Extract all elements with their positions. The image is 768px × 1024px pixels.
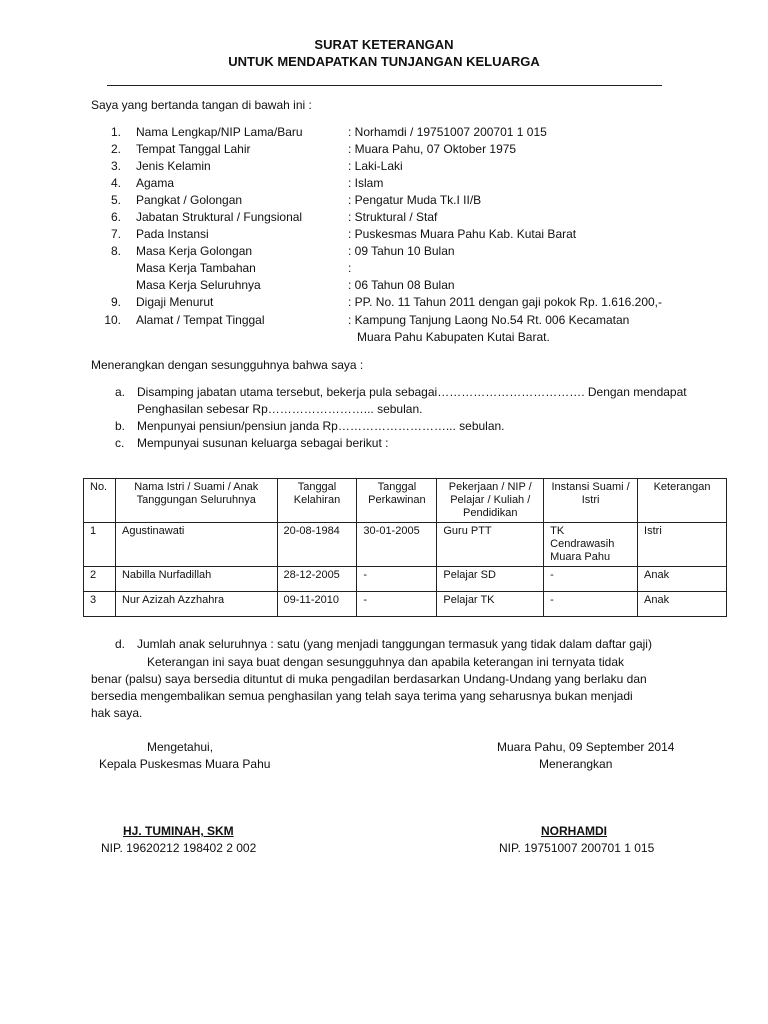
head-title: Kepala Puskesmas Muara Pahu: [99, 757, 271, 771]
table-cell: 20-08-1984: [277, 523, 357, 567]
field-number: 7.: [110, 227, 121, 241]
field-label: Alamat / Tempat Tinggal: [136, 313, 265, 327]
table-cell: Anak: [638, 592, 727, 617]
item-a-line1: Disamping jabatan utama tersebut, bekerja pula sebagai………………………………. Dengan mendapat: [137, 385, 687, 399]
field-label: Jenis Kelamin: [136, 159, 211, 173]
family-table: [83, 478, 727, 617]
field-number: 5.: [110, 193, 121, 207]
table-cell: Guru PTT: [437, 523, 544, 567]
table-header-row: [84, 479, 727, 523]
closing-line: hak saya.: [91, 706, 143, 720]
table-cell: Nabilla Nurfadillah: [115, 567, 277, 592]
field-value: :: [348, 261, 352, 275]
field-value: : Kampung Tanjung Laong No.54 Rt. 006 Kecamatan: [348, 313, 630, 327]
table-row: [84, 592, 727, 617]
field-number: 8.: [110, 244, 121, 258]
item-a-line2: Penghasilan sebesar Rp……………………... sebulan.: [137, 402, 423, 416]
table-cell: Nur Azizah Azzhahra: [115, 592, 277, 617]
field-value: : PP. No. 11 Tahun 2011 dengan gaji pokok Rp. 1.616.200,-: [348, 295, 663, 309]
declarant-nip: NIP. 19751007 200701 1 015: [499, 841, 655, 855]
item-letter: b.: [115, 419, 126, 433]
column-header: Keterangan: [638, 479, 727, 523]
column-header: Tanggal Kelahiran: [277, 479, 357, 523]
table-cell: Istri: [638, 523, 727, 567]
table-cell: Anak: [638, 567, 727, 592]
field-label: Jabatan Struktural / Fungsional: [136, 210, 303, 224]
item-c-text: Mempunyai susunan keluarga sebagai berikut :: [137, 436, 389, 450]
closing-line: bersedia mengembalikan semua penghasilan yang telah saya terima yang seharusnya bukan menjadi: [91, 689, 633, 703]
column-header: Instansi Suami / Istri: [544, 479, 638, 523]
closing-line: Keterangan ini saya buat dengan sesungguhnya dan apabila keterangan ini ternyata tidak: [147, 655, 625, 669]
field-number: 9.: [110, 295, 121, 309]
field-value: : Laki-Laki: [348, 159, 403, 173]
item-b-text: Menpunyai pensiun/pensiun janda Rp………………………... sebulan.: [137, 419, 505, 433]
table-row: [84, 523, 727, 567]
field-label: Agama: [136, 176, 175, 190]
document-title: SURAT KETERANGAN: [314, 37, 454, 52]
table-cell: -: [544, 567, 638, 592]
table-cell: Pelajar SD: [437, 567, 544, 592]
table-cell: 09-11-2010: [277, 592, 357, 617]
document-subtitle: UNTUK MENDAPATKAN TUNJANGAN KELUARGA: [228, 54, 540, 69]
table-cell: Agustinawati: [115, 523, 277, 567]
field-value: : Muara Pahu, 07 Oktober 1975: [348, 142, 517, 156]
field-value: : Puskesmas Muara Pahu Kab. Kutai Barat: [348, 227, 577, 241]
column-header: No.: [84, 479, 116, 523]
table-cell: 30-01-2005: [357, 523, 437, 567]
table-cell: -: [357, 567, 437, 592]
field-label: Masa Kerja Golongan: [136, 244, 253, 258]
acknowledged-label: Mengetahui,: [147, 740, 214, 754]
column-header: Pekerjaan / NIP / Pelajar / Kuliah / Pendidikan: [437, 479, 544, 523]
item-letter: d.: [115, 637, 126, 651]
field-value: : Struktural / Staf: [348, 210, 438, 224]
table-cell: -: [544, 592, 638, 617]
field-value: : Islam: [348, 176, 384, 190]
field-value: : Norhamdi / 19751007 200701 1 015: [348, 125, 547, 139]
item-letter: a.: [115, 385, 126, 399]
field-label: Pangkat / Golongan: [136, 193, 243, 207]
table-cell: 28-12-2005: [277, 567, 357, 592]
table-cell: TK Cendrawasih Muara Pahu: [544, 523, 638, 567]
table-cell: 3: [84, 592, 116, 617]
table-cell: 1: [84, 523, 116, 567]
table-row: [84, 567, 727, 592]
place-date: Muara Pahu, 09 September 2014: [497, 740, 675, 754]
field-label: Nama Lengkap/NIP Lama/Baru: [136, 125, 303, 139]
declarant-label: Menerangkan: [539, 757, 613, 771]
field-number: 10.: [104, 313, 121, 327]
field-label: Tempat Tanggal Lahir: [136, 142, 251, 156]
field-number: 4.: [110, 176, 121, 190]
field-value: : 09 Tahun 10 Bulan: [348, 244, 455, 258]
field-label: Masa Kerja Seluruhnya: [136, 278, 261, 292]
table-cell: Pelajar TK: [437, 592, 544, 617]
field-label: Pada Instansi: [136, 227, 209, 241]
head-name: HJ. TUMINAH, SKM: [123, 824, 234, 838]
statement-intro: Menerangkan dengan sesungguhnya bahwa saya :: [91, 358, 364, 372]
header-divider: [107, 85, 662, 86]
column-header: Nama Istri / Suami / Anak Tanggungan Seluruhnya: [115, 479, 277, 523]
table-cell: 2: [84, 567, 116, 592]
field-label: Digaji Menurut: [136, 295, 214, 309]
field-value: : Pengatur Muda Tk.I II/B: [348, 193, 482, 207]
column-header: Tanggal Perkawinan: [357, 479, 437, 523]
field-label: Masa Kerja Tambahan: [136, 261, 256, 275]
field-number: 6.: [110, 210, 121, 224]
item-letter: c.: [115, 436, 125, 450]
table-cell: -: [357, 592, 437, 617]
item-d-text: Jumlah anak seluruhnya : satu (yang menjadi tanggungan termasuk yang tidak dalam daftar gaji): [137, 637, 652, 651]
declarant-name: NORHAMDI: [541, 824, 607, 838]
field-value: : 06 Tahun 08 Bulan: [348, 278, 455, 292]
intro-text: Saya yang bertanda tangan di bawah ini :: [91, 98, 312, 112]
head-nip: NIP. 19620212 198402 2 002: [101, 841, 257, 855]
field-number: 3.: [110, 159, 121, 173]
field-number: 1.: [110, 125, 121, 139]
field-number: 2.: [110, 142, 121, 156]
address-continuation: Muara Pahu Kabupaten Kutai Barat.: [357, 330, 550, 344]
closing-line: benar (palsu) saya bersedia dituntut di muka pengadilan berdasarkan Undang-Undang yang berlaku dan: [91, 672, 647, 686]
